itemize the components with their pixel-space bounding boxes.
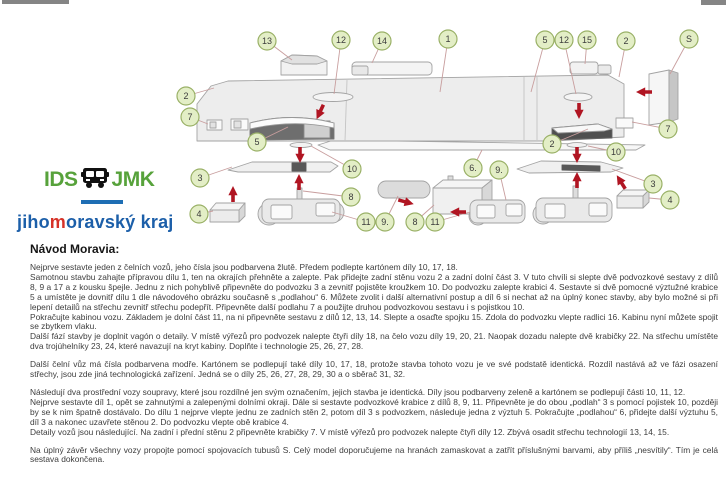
svg-text:13: 13 xyxy=(261,36,273,46)
callout-11 xyxy=(426,213,444,231)
callout-10 xyxy=(607,143,625,161)
callout-14 xyxy=(373,32,391,50)
callout-9 xyxy=(490,161,508,179)
callout-2 xyxy=(617,32,635,50)
instruction-paragraph: Nejprve sestavte díl 1, opět se zahnutými a zalepenými dolními okraji. Dále si sestavte podvozkové krabice z dílů 8, 9, 11. Připevněte je do obou „podlah“ 3 s pomocí pojistek 10, později by se k nim špatně dostávalo. Do dílu 1 nejprve vlepte jednu ze zadních stěn 2, potom díl 3 s podvozkem, následuje jedna z výztuh 5. Pokračujte „podlahou“ 6, přidejte další výztuhu 5, díl 3 a nakonec uzavřete stěnou 2. Do podvozku vlepte obě krabice 4. xyxy=(30,396,718,427)
svg-text:7: 7 xyxy=(665,124,671,134)
direction-arrow-icon xyxy=(295,147,304,163)
callout-4 xyxy=(661,191,679,209)
callout-12 xyxy=(555,31,573,49)
region-name-post: oravský kraj xyxy=(66,212,174,232)
svg-text:12: 12 xyxy=(335,35,347,45)
callout-6 xyxy=(464,159,482,177)
direction-arrow-icon xyxy=(228,186,237,202)
svg-text:7: 7 xyxy=(187,112,193,122)
callout-9 xyxy=(376,213,394,231)
instruction-paragraph: Následují dva prostřední vozy soupravy, které jsou rozdílné jen svým označením, jejich stavba je identická. Díly jsou podbarveny zeleně a kartónem se podlepují části 10, 11, 12. xyxy=(30,386,686,397)
callout-2 xyxy=(543,135,561,153)
svg-text:9.: 9. xyxy=(495,165,503,175)
svg-text:4: 4 xyxy=(196,209,202,219)
callout-12 xyxy=(332,31,350,49)
instruction-paragraph: Další čelní vůz má čísla podbarvena modře. Kartónem se podlepují také díly 10, 17, 18, protože stavba tohoto vozu je ve své podstatě identická. Rozdíl nastává až ve fázi osazení střechy, jsou zde jiná technologická zařízení. Jedná se o díly 25, 26, 27, 28, 29, 30 a o sběrač 31, 32. xyxy=(30,359,718,380)
callout-5 xyxy=(248,133,266,151)
callout-S xyxy=(680,30,698,48)
instruction-paragraph: Samotnou stavbu zahajte přípravou dílu 1, ten na okrajích přehněte a zalepte. Pak přidejte zadní stěnu vozu 2 a zadní dolní část 3. V tuto chvíli si slepte dvě podvozkové sestavy z dílů 8, 9 a 17 a z kousku špejle. Jednu z nich pohyblivě připevněte do podvozku 3 a zevnitř pojistěte kroužkem 10. Do podvozku zalepte krabici 4. Sestavte si dvě pomocné výztužné krabice 5 a umístěte je dovnitř dílu 1 dle návodového obrázku současně s „podlahou“ 6. Můžete zvolit i další alternativní postup a díl 6 si nechat až na úplný konec stavby, aby bylo možné si při lepení detailů na střechu zevnitř střechu podepřít. Připevněte další podlahu 7 a použijte druhou podvozkovou sestavu i s pojistkou 10. xyxy=(30,271,718,312)
svg-text:1: 1 xyxy=(445,34,451,44)
svg-text:5: 5 xyxy=(542,35,548,45)
svg-text:15: 15 xyxy=(581,35,593,45)
instructions-section xyxy=(30,242,718,473)
bus-icon xyxy=(80,166,110,195)
callout-2 xyxy=(177,87,195,105)
svg-text:10: 10 xyxy=(610,147,622,157)
callout-3 xyxy=(644,175,662,193)
svg-text:8: 8 xyxy=(412,217,418,227)
callout-7 xyxy=(659,120,677,138)
svg-text:6.: 6. xyxy=(469,163,477,173)
ids-jmk-wordmark xyxy=(44,168,217,192)
svg-text:8: 8 xyxy=(348,192,354,202)
svg-text:11: 11 xyxy=(361,217,371,227)
svg-text:5: 5 xyxy=(254,137,260,147)
callout-8 xyxy=(342,188,360,206)
svg-text:2: 2 xyxy=(623,36,629,46)
svg-text:11: 11 xyxy=(430,217,440,227)
direction-arrow-icon xyxy=(294,174,303,190)
svg-text:12: 12 xyxy=(558,35,570,45)
callout-5 xyxy=(536,31,554,49)
instruction-block xyxy=(30,446,718,466)
svg-text:14: 14 xyxy=(376,36,388,46)
jmk-text: JMK xyxy=(111,168,155,191)
direction-arrow-icon xyxy=(613,173,629,191)
callout-13 xyxy=(258,32,276,50)
instruction-paragraph: Pokračujte kabinou vozu. Základem je dolní část 11, na ni připevněte sestavu z dílů 12, 13, 14. Slepte a osaďte spojku 15. Zdola do podvozku vlepte radlici 16. Kabinu nyní můžete spojit se zbytkem vlaku. xyxy=(30,311,718,332)
callout-10 xyxy=(343,160,361,178)
region-name xyxy=(17,212,217,233)
svg-text:10: 10 xyxy=(346,164,358,174)
train-body-drawing xyxy=(197,55,678,225)
instruction-paragraph: Nejprve sestavte jeden z čelních vozů, jeho čísla jsou podbarvena žlutě. Předem podlepte kartónem díly 10, 17, 18. xyxy=(30,262,458,272)
instruction-paragraph: Na úplný závěr všechny vozy propojte pomocí spojovacích tubusů S. Celý model doporučujeme na hranách zamaskovat a zatřít příslušnými barvami, aby příliš „nesvítily“. Tím je celá sestava dokončena. xyxy=(30,444,718,465)
svg-text:4: 4 xyxy=(667,195,673,205)
instructions-body xyxy=(30,263,718,465)
logo-divider xyxy=(81,200,123,204)
instructions-title: Návod Moravia: xyxy=(30,242,120,256)
callout-7 xyxy=(181,108,199,126)
instruction-block xyxy=(30,360,718,380)
svg-text:2: 2 xyxy=(183,91,189,101)
instruction-paragraph: Detaily vozů jsou následující. Na zadní i přední stěnu 2 připevněte krabičky 7. V místě výřezů pro podvozek nalepte čtyři díly 12. Zbývá osadit střechu technologií 13, 14, 15. xyxy=(30,426,670,437)
instruction-block xyxy=(30,263,718,352)
ids-text: IDS xyxy=(44,168,78,191)
svg-text:2: 2 xyxy=(549,139,555,149)
svg-text:9.: 9. xyxy=(381,217,389,227)
callout-11 xyxy=(357,213,375,231)
callout-15 xyxy=(578,31,596,49)
svg-text:3: 3 xyxy=(197,173,203,183)
region-name-accent: m xyxy=(49,212,67,232)
callout-1 xyxy=(439,30,457,48)
instruction-block xyxy=(30,388,718,438)
region-name-pre: jiho xyxy=(17,212,50,232)
instruction-paragraph: Další fází stavby je doplnit vagón o detaily. V místě výřezů pro podvozek nalepte čtyři díly 18, na čelo vozu díly 19, 20, 21. Naopak dozadu nalepte dvě krabičky 22. Na střechu umístěte dva trojúhelníky 23, 24, které navazují na kryt kabiny. Doplňte i technologie 25, 26, 27, 28. xyxy=(30,331,718,352)
svg-text:3: 3 xyxy=(650,179,656,189)
callout-8 xyxy=(406,213,424,231)
ids-jmk-logo xyxy=(17,168,217,233)
svg-text:S: S xyxy=(685,34,693,44)
